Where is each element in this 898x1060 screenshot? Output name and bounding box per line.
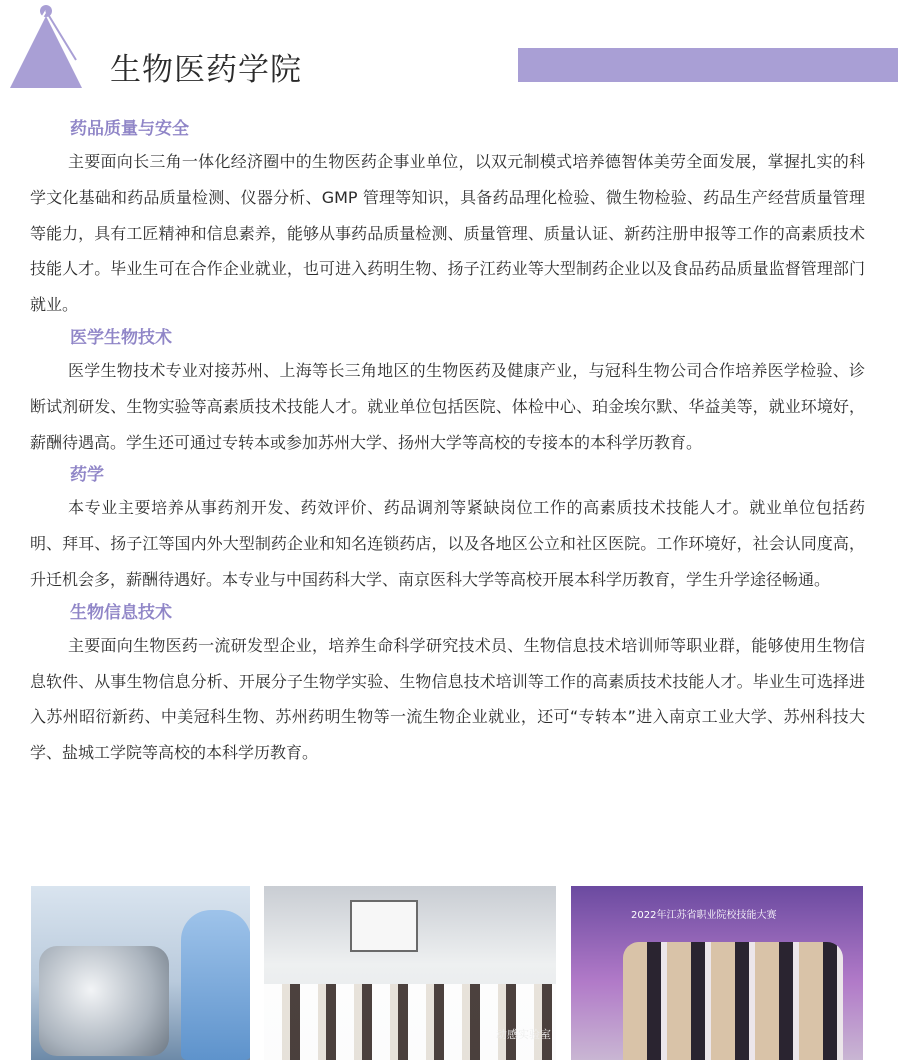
section-paragraph: 本专业主要培养从事药剂开发、药效评价、药品调剂等紧缺岗位工作的高素质技术技能人才。就业单位包括药明、拜耳、扬子江等国内外大型制药企业和知名连锁药店，以及各地区公立和社区医院。工作环境好，社会认同度高，升迁机会多，薪酬待遇好。本专业与中国药科大学、南京医科大学等高校开展本科学历教育，学生升学途径畅通。: [30, 498, 865, 589]
section-bioinformatics: [30, 598, 865, 771]
section-paragraph: 医学生物技术专业对接苏州、上海等长三角地区的生物医药及健康产业，与冠科生物公司合作培养医学检验、诊断试剂研发、生物实验等高素质技术技能人才。就业单位包括医院、体检中心、珀金埃尔默、华益美等，就业环境好，薪酬待遇高。学生还可通过专转本或参加苏州大学、扬州大学等高校的专接本的本科学历教育。: [30, 360, 865, 452]
section-medical-biotech: [30, 323, 865, 460]
header-accent-bar: [518, 48, 898, 82]
projector-screen: [350, 900, 418, 952]
triangle-logo-icon: [8, 2, 84, 90]
section-heading: 生物信息技术: [70, 602, 172, 623]
competition-photo: [571, 886, 863, 1060]
content-body: [30, 114, 865, 771]
student-desks: [264, 984, 556, 1060]
photo-caption: 动感实验室: [496, 1028, 551, 1041]
classroom-photo: [264, 886, 556, 1060]
section-heading: 药品质量与安全: [70, 119, 189, 139]
worker-figure: [181, 910, 250, 1060]
lab-worker-photo: [31, 886, 250, 1060]
section-paragraph: 主要面向生物医药一流研发型企业，培养生命科学研究技术员、生物信息技术培训师等职业群，能够使用生物信息软件、从事生物信息分析、开展分子生物学实验、生物信息技术培训等工作的高素质技术技能人才。毕业生可选择进入苏州昭衍新药、中美冠科生物、苏州药明生物等一流生物企业就业，还可“专转本”进入南京工业大学、苏州科技大学、盐城工学院等高校的本科学历教育。: [30, 635, 865, 763]
section-heading: 药学: [70, 465, 104, 486]
section-pharmacy: [30, 460, 865, 597]
section-paragraph: 主要面向长三角一体化经济圈中的生物医药企事业单位，以双元制模式培养德智体美劳全面发展，掌握扎实的科学文化基础和药品质量检测、仪器分析、GMP 管理等知识，具备药品理化检验、微生物检验、药品生产经营质量管理等能力，具有工匠精神和信息素养，能够从事药品质量检测、质量管理、质量认证、新药注册申报等工作的高素质技术技能人才。毕业生可在合作企业就业，也可进入药明生物、扬子江药业等大型制药企业以及食品药品质量监督管理部门就业。: [30, 152, 865, 315]
mixing-machine: [39, 946, 169, 1056]
page-title: 生物医药学院: [110, 52, 302, 88]
section-heading: 医学生物技术: [70, 327, 172, 348]
banner-text: 2022年江苏省职业院校技能大赛: [631, 910, 777, 921]
photo-strip: [31, 886, 863, 1060]
group-people: [623, 942, 843, 1060]
section-drug-quality: [30, 114, 865, 323]
